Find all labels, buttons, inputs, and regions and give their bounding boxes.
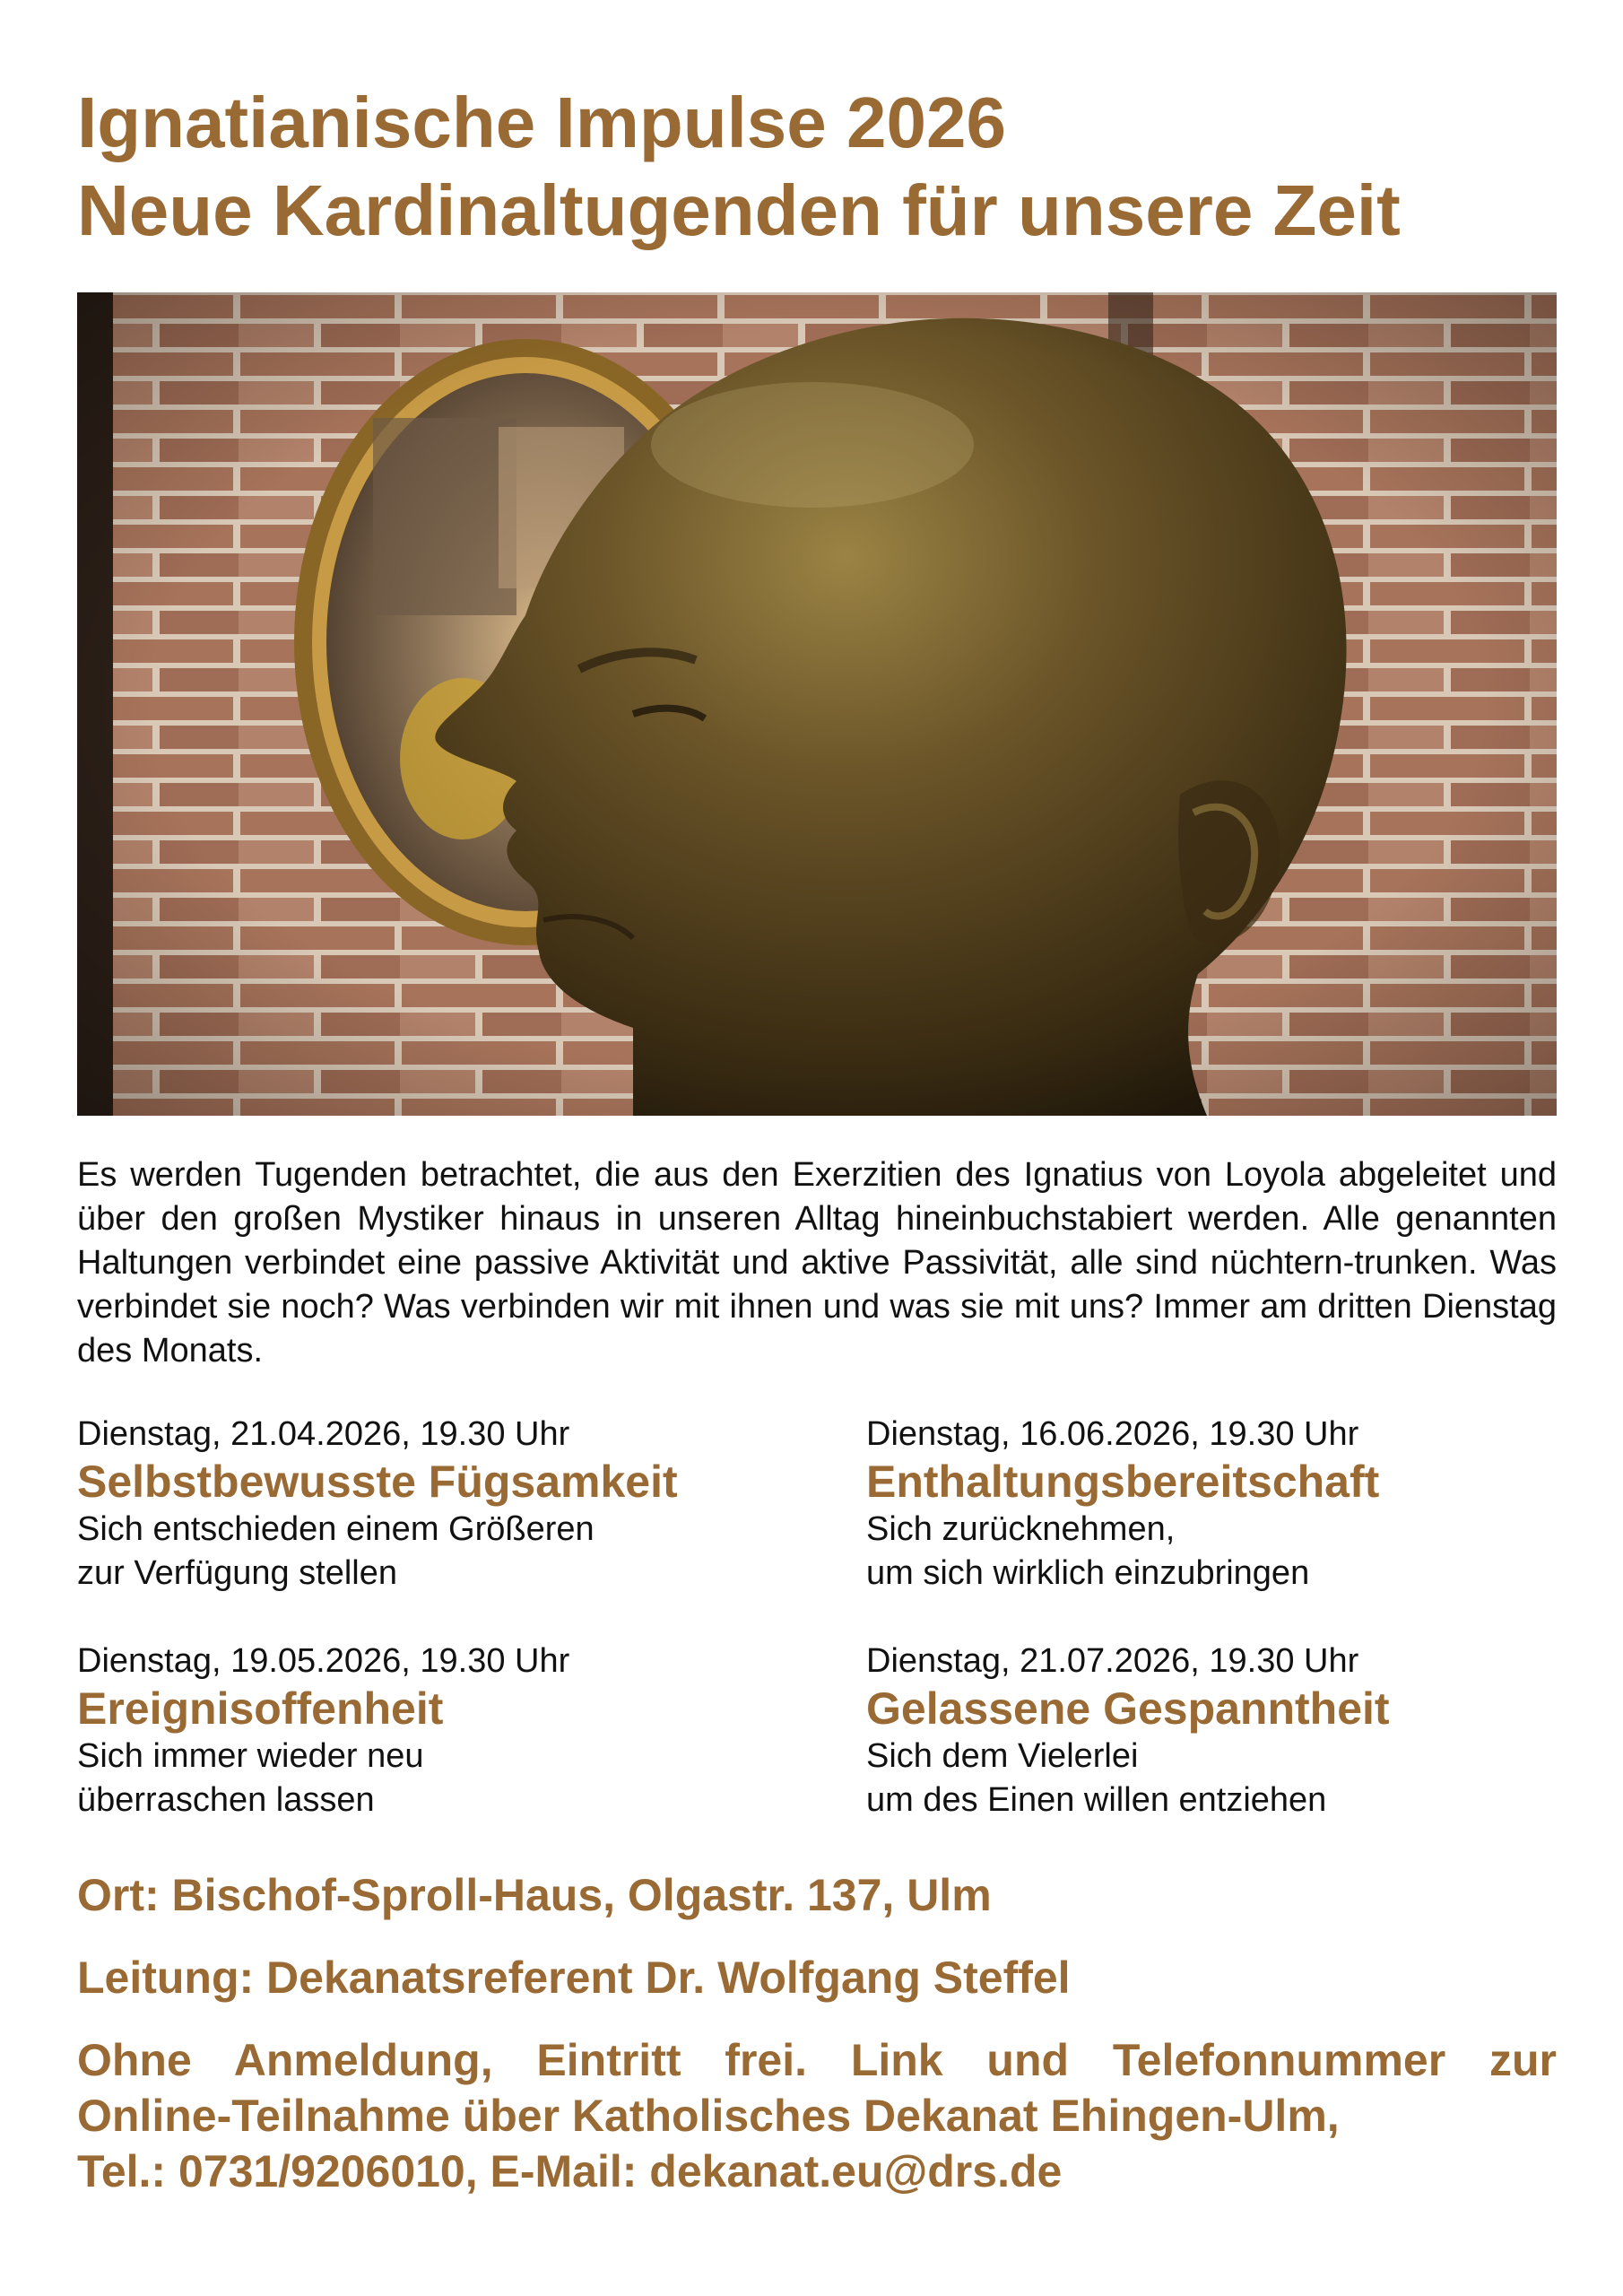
event-description-line-1: Sich entschieden einem Größeren	[77, 1510, 595, 1548]
event-description-line-2: zur Verfügung stellen	[77, 1554, 398, 1592]
event-description-line-1: Sich zurücknehmen,	[866, 1510, 1176, 1548]
intro-text: Es werden Tugenden betrachtet, die aus den Exerzitien des Ignatius von Loyola abgeleitet und über den großen Mystiker hinaus in unseren Alltag hineinbuchstabiert werden. Alle genannten Haltungen verbindet eine passive Aktivität und aktive Passivität, alle sind nüchtern-trunken. Was verbindet sie noch? Was verbinden wir mit ihnen und was sie mit uns? Immer am dritten Dienstag des Monats.	[77, 1156, 1557, 1370]
title-line-1: Ignatianische Impulse 2026	[77, 83, 1006, 162]
event-2	[866, 1413, 1601, 1596]
contact-info	[77, 2032, 1557, 2199]
page-title	[77, 79, 1566, 255]
event-date: Dienstag, 21.04.2026, 19.30 Uhr	[77, 1415, 570, 1453]
title-line-2: Neue Kardinaltugenden für unsere Zeit	[77, 170, 1401, 250]
event-description	[77, 1508, 812, 1596]
event-description-line-1: Sich immer wieder neu	[77, 1737, 424, 1775]
event-date: Dienstag, 16.06.2026, 19.30 Uhr	[866, 1415, 1359, 1453]
event-description-line-1: Sich dem Vielerlei	[866, 1737, 1139, 1775]
event-description-line-2: um sich wirklich einzubringen	[866, 1554, 1310, 1592]
hero-photo	[77, 292, 1557, 1116]
contact-line-2: Online-Teilnahme über Katholisches Dekanat Ehingen-Ulm,	[77, 2091, 1340, 2141]
event-title: Ereignisoffenheit	[77, 1683, 444, 1734]
bronze-bust-profile-icon	[77, 292, 1557, 1116]
event-title: Selbstbewusste Fügsamkeit	[77, 1457, 678, 1507]
event-1	[77, 1413, 812, 1596]
event-date: Dienstag, 21.07.2026, 19.30 Uhr	[866, 1642, 1359, 1680]
event-title: Enthaltungsbereitschaft	[866, 1457, 1380, 1507]
event-description-line-2: um des Einen willen entziehen	[866, 1781, 1327, 1819]
leader-text: Leitung: Dekanatsreferent Dr. Wolfgang Steffel	[77, 1952, 1071, 2003]
event-description-line-2: überraschen lassen	[77, 1781, 375, 1819]
event-title: Gelassene Gespanntheit	[866, 1683, 1390, 1734]
event-3	[77, 1639, 812, 1822]
contact-line-3: Tel.: 0731/9206010, E-Mail: dekanat.eu@drs.de	[77, 2146, 1063, 2196]
location-text: Ort: Bischof-Sproll-Haus, Olgastr. 137, Ulm	[77, 1870, 992, 1920]
event-description	[866, 1735, 1601, 1822]
contact-line-1: Ohne Anmeldung, Eintritt frei. Link und Telefonnummer zur	[77, 2035, 1557, 2085]
event-4	[866, 1639, 1601, 1822]
event-description	[866, 1508, 1601, 1596]
event-date: Dienstag, 19.05.2026, 19.30 Uhr	[77, 1642, 570, 1680]
event-description	[77, 1735, 812, 1822]
